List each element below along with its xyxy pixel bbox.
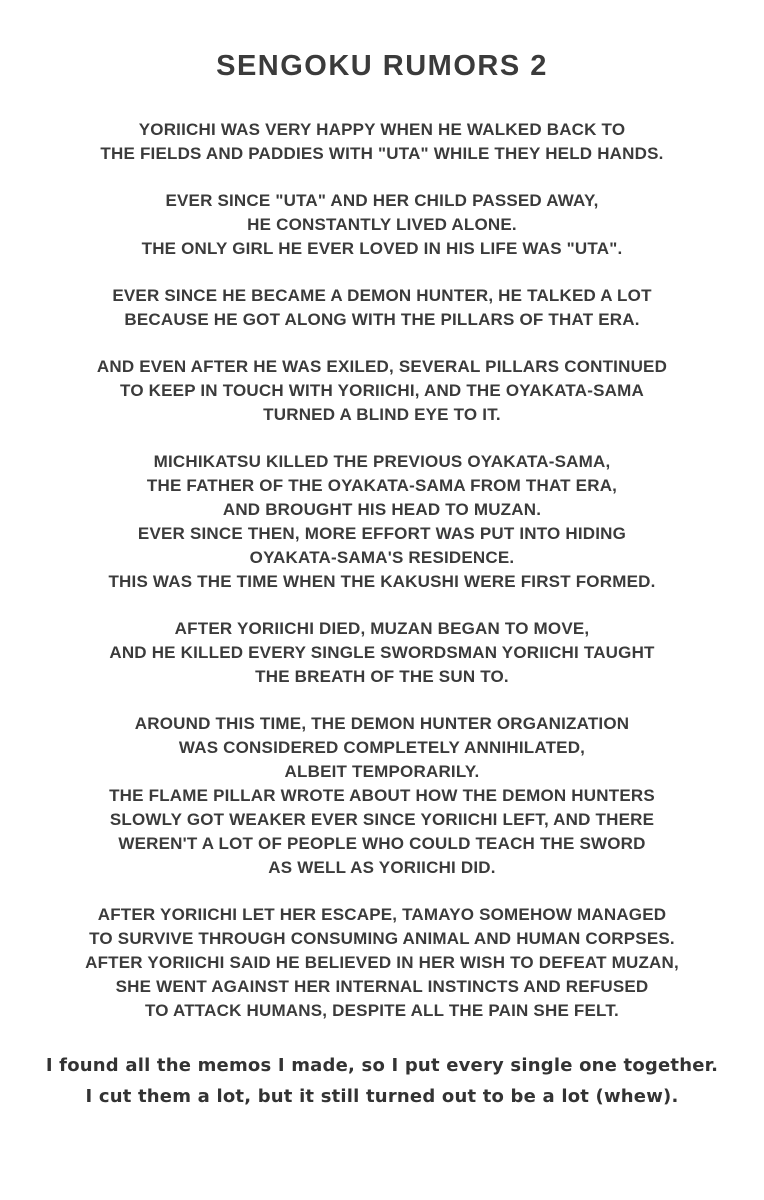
- paragraph-demon-hunter-pillars: [0, 284, 764, 332]
- translator-note-line: I cut them a lot, but it still turned out to be a lot (whew).: [85, 1086, 679, 1107]
- text-line: SLOWLY GOT WEAKER EVER SINCE YORIICHI LEFT, AND THERE: [109, 810, 655, 829]
- text-line: THE BREATH OF THE SUN TO.: [255, 667, 509, 686]
- text-line: HE CONSTANTLY LIVED ALONE.: [247, 215, 517, 234]
- text-line: TO SURVIVE THROUGH CONSUMING ANIMAL AND HUMAN CORPSES.: [89, 929, 675, 948]
- text-line: YORIICHI WAS VERY HAPPY WHEN HE WALKED BACK TO: [138, 120, 626, 139]
- rumors-body: [0, 118, 764, 1023]
- text-line: AROUND THIS TIME, THE DEMON HUNTER ORGANIZATION: [134, 714, 630, 733]
- text-line: AND BROUGHT HIS HEAD TO MUZAN.: [222, 500, 542, 519]
- text-line: THE FLAME PILLAR WROTE ABOUT HOW THE DEMON HUNTERS: [109, 786, 655, 805]
- text-line: AFTER YORIICHI LET HER ESCAPE, TAMAYO SOMEHOW MANAGED: [97, 905, 667, 924]
- text-line: EVER SINCE THEN, MORE EFFORT WAS PUT INTO HIDING: [137, 524, 627, 543]
- text-line: THIS WAS THE TIME WHEN THE KAKUSHI WERE FIRST FORMED.: [108, 572, 656, 591]
- translator-note-line: I found all the memos I made, so I put every single one together.: [45, 1055, 719, 1076]
- paragraph-uta-passed-away: [0, 189, 764, 261]
- paragraph-organization-annihilated: [0, 712, 764, 880]
- text-line: AND HE KILLED EVERY SINGLE SWORDSMAN YORIICHI TAUGHT: [109, 643, 655, 662]
- text-line: THE FATHER OF THE OYAKATA-SAMA FROM THAT ERA,: [146, 476, 618, 495]
- text-line: AS WELL AS YORIICHI DID.: [268, 858, 496, 877]
- text-line: AFTER YORIICHI SAID HE BELIEVED IN HER WISH TO DEFEAT MUZAN,: [85, 953, 679, 972]
- text-line: TO KEEP IN TOUCH WITH YORIICHI, AND THE OYAKATA-SAMA: [120, 381, 644, 400]
- text-line: THE ONLY GIRL HE EVER LOVED IN HIS LIFE WAS "UTA".: [141, 239, 623, 258]
- text-line: EVER SINCE HE BECAME A DEMON HUNTER, HE TALKED A LOT: [112, 286, 652, 305]
- translator-note: [0, 1050, 764, 1112]
- paragraph-muzan-moves: [0, 617, 764, 689]
- text-line: WAS CONSIDERED COMPLETELY ANNIHILATED,: [178, 738, 586, 757]
- text-line: WEREN'T A LOT OF PEOPLE WHO COULD TEACH THE SWORD: [118, 834, 646, 853]
- text-line: AFTER YORIICHI DIED, MUZAN BEGAN TO MOVE,: [174, 619, 590, 638]
- text-line: BECAUSE HE GOT ALONG WITH THE PILLARS OF THAT ERA.: [124, 310, 640, 329]
- paragraph-tamayo-survival: [0, 903, 764, 1023]
- text-line: THE FIELDS AND PADDIES WITH "UTA" WHILE THEY HELD HANDS.: [100, 144, 664, 163]
- text-line: MICHIKATSU KILLED THE PREVIOUS OYAKATA-SAMA,: [153, 452, 611, 471]
- text-line: AND EVEN AFTER HE WAS EXILED, SEVERAL PILLARS CONTINUED: [96, 357, 668, 376]
- text-line: ALBEIT TEMPORARILY.: [284, 762, 480, 781]
- paragraph-yoriichi-uta-walk: [0, 118, 764, 166]
- paragraph-michikatsu-oyakata: [0, 450, 764, 594]
- text-line: EVER SINCE "UTA" AND HER CHILD PASSED AWAY,: [165, 191, 599, 210]
- page-title: SENGOKU RUMORS 2: [216, 50, 548, 82]
- paragraph-exile-pillars-contact: [0, 355, 764, 427]
- text-line: TO ATTACK HUMANS, DESPITE ALL THE PAIN SHE FELT.: [145, 1001, 619, 1020]
- text-line: SHE WENT AGAINST HER INTERNAL INSTINCTS AND REFUSED: [115, 977, 649, 996]
- text-line: TURNED A BLIND EYE TO IT.: [263, 405, 501, 424]
- text-line: OYAKATA-SAMA'S RESIDENCE.: [249, 548, 515, 567]
